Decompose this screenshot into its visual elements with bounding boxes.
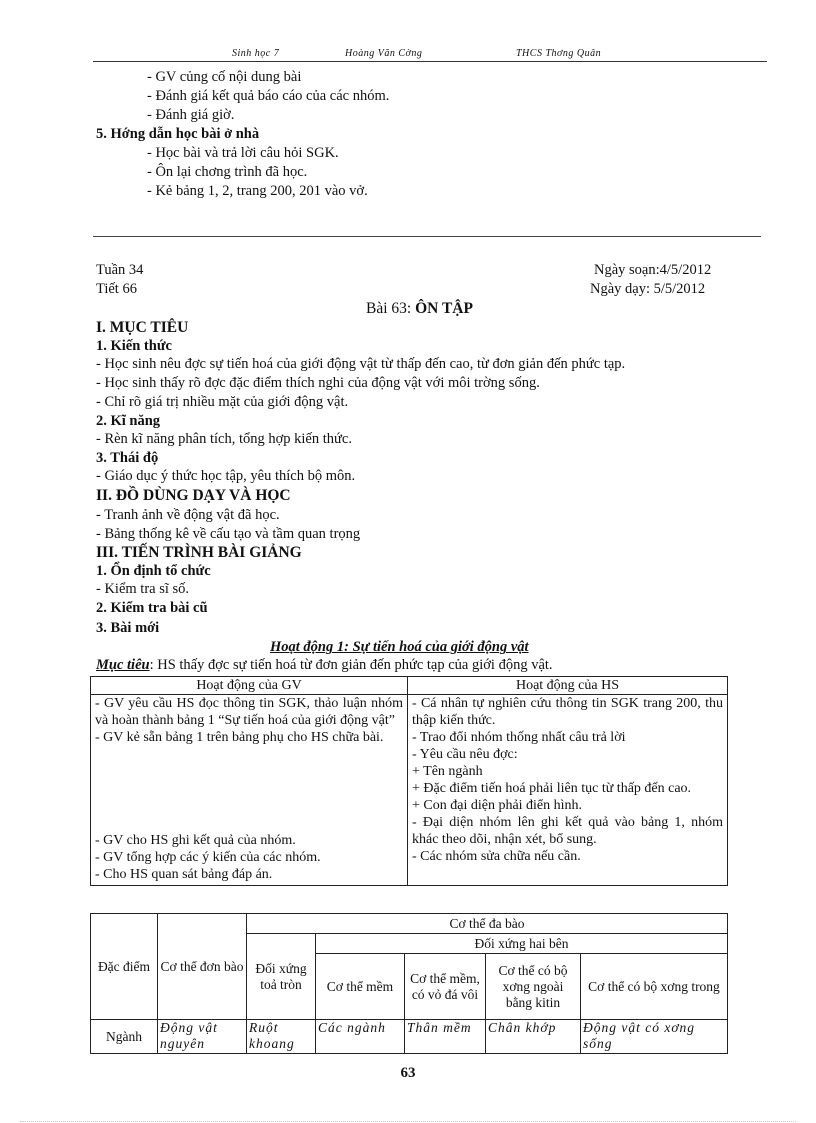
subsection-new-lesson: 3. Bài mới <box>96 620 160 636</box>
student-step: + Con đại diện phải điển hình. <box>412 798 583 813</box>
section-materials: II. ĐỒ DÙNG DẠY VÀ HỌC <box>96 487 291 504</box>
teacher-step: - GV kẻ sẵn bảng 1 trên bảng phụ cho HS chữa bài. <box>95 730 384 745</box>
subsection-knowledge: 1. Kiến thức <box>96 338 172 354</box>
activity-goal: Mục tiêu: HS thấy đợc sự tiến hoá từ đơn giản đến phức tạp của giới động vật. <box>96 657 553 673</box>
student-activities <box>408 695 728 886</box>
prep-date: Ngày soạn:4/5/2012 <box>594 262 712 278</box>
period: Tiết 66 <box>96 281 137 297</box>
subsection-check: 2. Kiểm tra bài cũ <box>96 600 208 616</box>
col-student-header: Hoạt động của HS <box>408 677 728 695</box>
activity-table <box>90 676 728 886</box>
header-single-cell: Cơ thể đơn bào <box>158 914 247 1020</box>
evolution-table <box>90 913 728 1054</box>
row-label-phylum: Ngành <box>91 1020 158 1054</box>
homework-heading: 5. Hớng dẫn học bài ở nhà <box>96 126 260 142</box>
teacher-step: - GV yêu cầu HS đọc thông tin SGK, thảo luận nhóm và hoàn thành bảng 1 “Sự tiến hoá của giới động vật” <box>95 696 403 728</box>
material-item: - Tranh ảnh về động vật đã học. <box>96 507 280 523</box>
phylum-cell: Chân khớp <box>486 1020 581 1054</box>
activity-title: Hoạt động 1: Sự tiến hoá của giới động vật <box>270 639 529 655</box>
subsection-skills: 2. Kĩ năng <box>96 413 161 429</box>
homework-item: - Học bài và trả lời câu hỏi SGK. <box>147 145 339 161</box>
material-item: - Bảng thống kê về cấu tạo và tầm quan trọng <box>96 526 361 542</box>
section-procedure: III. TIẾN TRÌNH BÀI GIẢNG <box>96 544 302 561</box>
homework-item: - Ôn lại chơng trình đã học. <box>147 164 308 180</box>
review-line: - Đánh giá kết quả báo cáo của các nhóm. <box>147 88 390 104</box>
header-rule <box>93 61 767 62</box>
teacher-activities <box>91 695 408 886</box>
phylum-cell: Các ngành <box>316 1020 405 1054</box>
phylum-cell: Động vật có xơng sống <box>581 1020 728 1054</box>
section-objectives: I. MỤC TIÊU <box>96 319 189 336</box>
header-feature: Đặc điểm <box>91 914 158 1020</box>
student-step: - Trao đổi nhóm thống nhất câu trả lời <box>412 730 626 745</box>
subsection-organization: 1. Ổn định tổ chức <box>96 563 211 579</box>
skill-item: - Rèn kĩ năng phân tích, tổng hợp kiến thức. <box>96 431 352 447</box>
teacher-step: - GV tổng hợp các ý kiến của các nhóm. <box>95 850 321 865</box>
review-line: - GV củng cố nội dung bài <box>147 69 302 85</box>
header-shell-body: Cơ thể mềm, có vỏ đá vôi <box>405 954 486 1020</box>
homework-item: - Kẻ bảng 1, 2, trang 200, 201 vào vở. <box>147 183 368 199</box>
col-teacher-header: Hoạt động của GV <box>91 677 408 695</box>
objective-item: - Học sinh thấy rõ đợc đặc điểm thích nghi của động vật với môi trờng sống. <box>96 375 540 391</box>
objective-item: - Chỉ rõ giá trị nhiều mặt của giới động vật. <box>96 394 349 410</box>
phylum-cell: Động vật nguyên <box>158 1020 247 1054</box>
organization-item: - Kiểm tra sĩ số. <box>96 581 190 597</box>
lesson-title: Bài 63: ÔN TẬP <box>366 300 473 317</box>
subsection-attitude: 3. Thái độ <box>96 450 159 466</box>
page-edge <box>20 1121 796 1122</box>
header-author: Hoàng Văn Cờng <box>345 48 423 59</box>
objective-item: - Học sinh nêu đợc sự tiến hoá của giới động vật từ thấp đến cao, từ đơn giản đến phức tạp. <box>96 356 626 372</box>
student-step: - Cá nhân tự nghiên cứu thông tin SGK trang 200, thu thập kiến thức. <box>412 696 723 728</box>
student-step: - Yêu cầu nêu đợc: <box>412 747 518 762</box>
header-endoskeleton: Cơ thể có bộ xơng trong <box>581 954 728 1020</box>
header-multi-cell: Cơ thể đa bào <box>247 914 728 934</box>
header-bilateral: Đối xứng hai bên <box>316 934 728 954</box>
header-soft-body: Cơ thể mềm <box>316 954 405 1020</box>
student-step: - Đại diện nhóm lên ghi kết quả vào bảng 1, nhóm khác theo dõi, nhận xét, bổ sung. <box>412 815 723 847</box>
teacher-step: - GV cho HS ghi kết quả của nhóm. <box>95 833 296 848</box>
student-step: + Đặc điểm tiến hoá phải liên tục từ thấp đến cao. <box>412 781 692 796</box>
page-number: 63 <box>400 1065 416 1081</box>
section-divider <box>93 236 761 237</box>
header-exoskeleton: Cơ thể có bộ xơng ngoài bằng kitin <box>486 954 581 1020</box>
header-radial: Đối xứng toả tròn <box>247 934 316 1020</box>
teacher-step: - Cho HS quan sát bảng đáp án. <box>95 867 273 882</box>
review-line: - Đánh giá giờ. <box>147 107 235 123</box>
phylum-cell: Thân mềm <box>405 1020 486 1054</box>
week: Tuần 34 <box>96 262 144 278</box>
header-subject: Sinh học 7 <box>232 48 280 59</box>
phylum-cell: Ruột khoang <box>247 1020 316 1054</box>
header-school: THCS Thơng Quân <box>516 48 602 59</box>
student-step: - Các nhóm sửa chữa nếu cần. <box>412 849 581 864</box>
teach-date: Ngày dạy: 5/5/2012 <box>590 281 706 297</box>
attitude-item: - Giáo dục ý thức học tập, yêu thích bộ môn. <box>96 468 356 484</box>
student-step: + Tên ngành <box>412 764 483 779</box>
